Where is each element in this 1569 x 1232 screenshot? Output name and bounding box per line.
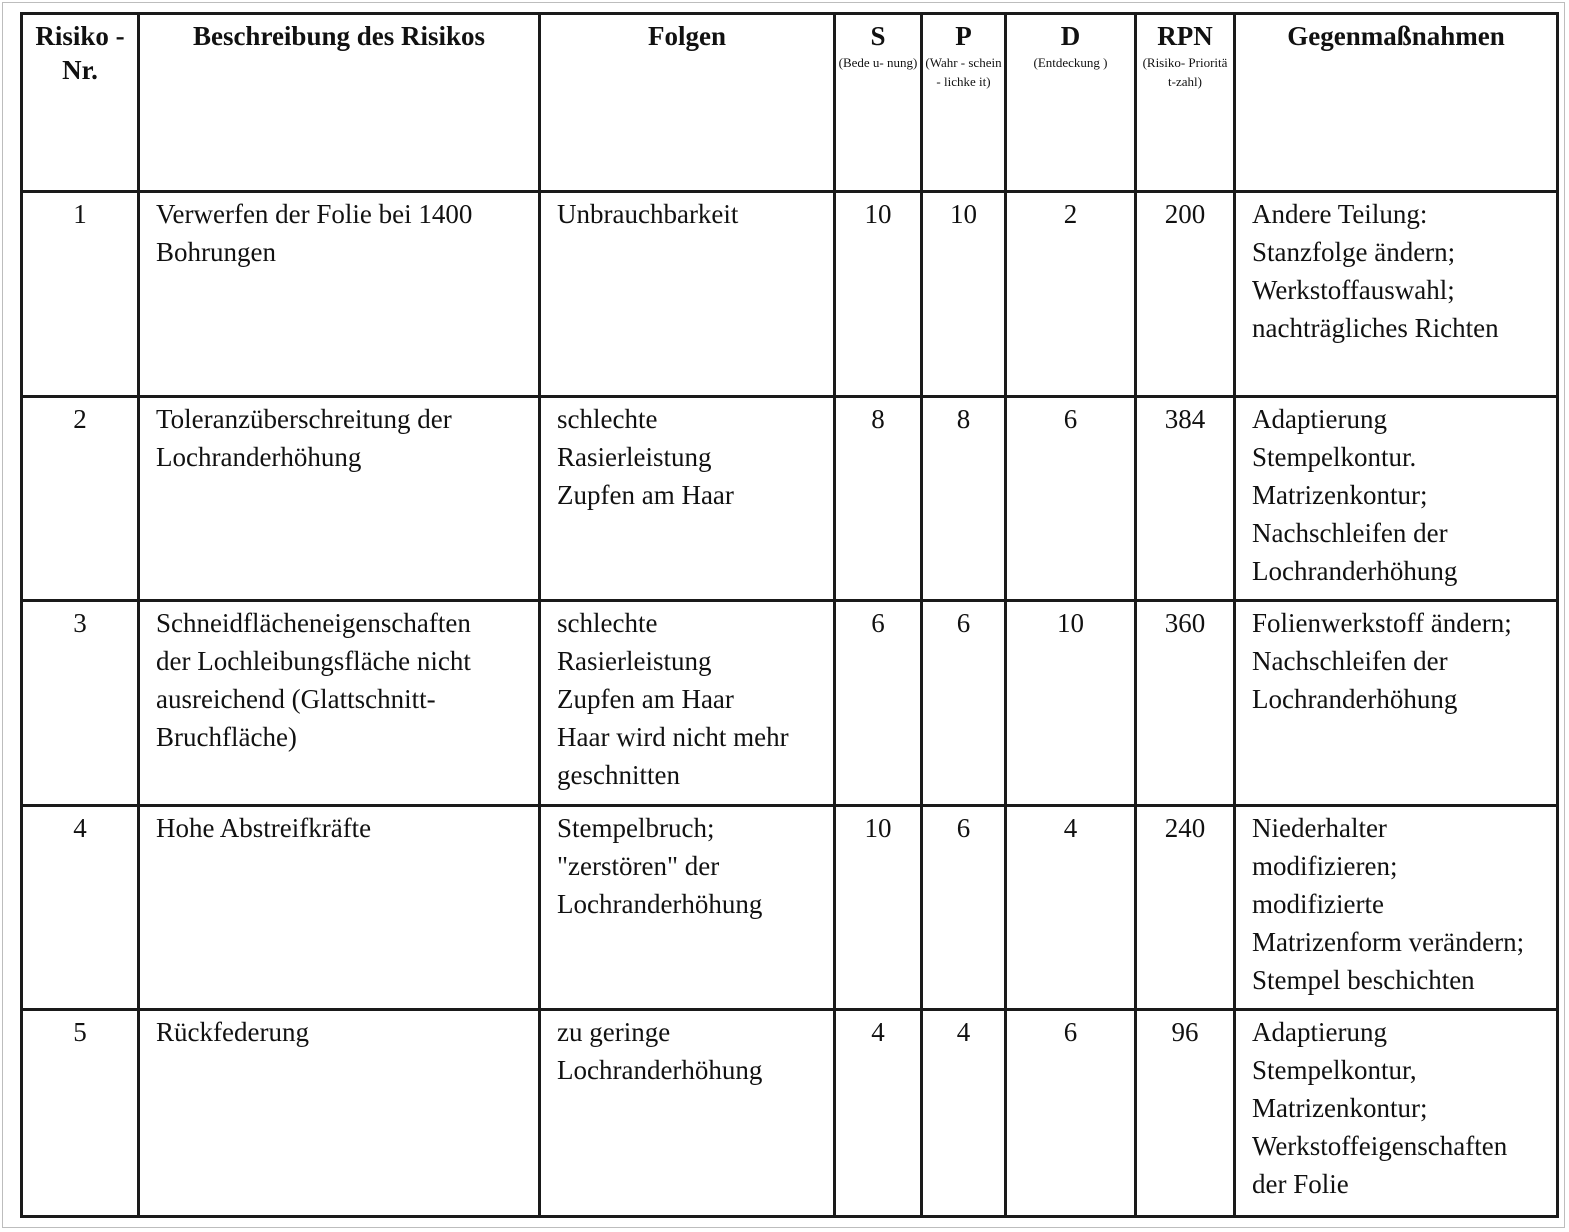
cell-folgen: schlechte Rasierleistung Zupfen am Haar (540, 396, 835, 601)
cell-s: 10 (835, 192, 922, 397)
table-row (22, 1010, 1558, 1217)
cell-nr: 3 (22, 601, 139, 806)
table-row (22, 805, 1558, 1010)
fmea-risk-table (20, 12, 1559, 1218)
cell-nr: 5 (22, 1010, 139, 1217)
header-gegenmassnahmen: Gegenmaßnahmen (1235, 14, 1558, 192)
header-row (22, 14, 1558, 192)
header-beschreibung: Beschreibung des Risikos (139, 14, 540, 192)
cell-nr: 2 (22, 396, 139, 601)
header-p-label: P (955, 21, 972, 51)
header-s-label: S (870, 21, 886, 51)
cell-nr: 1 (22, 192, 139, 397)
cell-beschreibung: Hohe Abstreifkräfte (139, 805, 540, 1010)
cell-p: 4 (922, 1010, 1006, 1217)
table-row (22, 192, 1558, 397)
cell-d: 6 (1006, 1010, 1136, 1217)
header-rpn (1136, 14, 1235, 192)
header-d-sub: (Entdeckung ) (1033, 55, 1108, 70)
header-s-sub: (Bede u- nung) (838, 55, 918, 70)
cell-folgen: Stempelbruch; "zerstören" der Lochranderhöhung (540, 805, 835, 1010)
cell-rpn: 384 (1136, 396, 1235, 601)
cell-beschreibung: Verwerfen der Folie bei 1400 Bohrungen (139, 192, 540, 397)
cell-gegenmassnahmen: Adaptierung Stempelkontur, Matrizenkontur; Werkstoffeigenschaften der Folie (1235, 1010, 1558, 1217)
cell-s: 6 (835, 601, 922, 806)
cell-d: 10 (1006, 601, 1136, 806)
cell-s: 10 (835, 805, 922, 1010)
cell-rpn: 360 (1136, 601, 1235, 806)
cell-s: 8 (835, 396, 922, 601)
header-folgen: Folgen (540, 14, 835, 192)
cell-folgen: Unbrauchbarkeit (540, 192, 835, 397)
table-row (22, 396, 1558, 601)
cell-gegenmassnahmen: Niederhalter modifizieren; modifizierte Matrizenform verändern; Stempel beschichten (1235, 805, 1558, 1010)
cell-p: 10 (922, 192, 1006, 397)
cell-rpn: 200 (1136, 192, 1235, 397)
header-rpn-label: RPN (1157, 21, 1213, 51)
cell-folgen: schlechte Rasierleistung Zupfen am Haar Haar wird nicht mehr geschnitten (540, 601, 835, 806)
header-s (835, 14, 922, 192)
cell-p: 6 (922, 805, 1006, 1010)
cell-d: 4 (1006, 805, 1136, 1010)
header-d-label: D (1060, 21, 1081, 51)
cell-s: 4 (835, 1010, 922, 1217)
cell-rpn: 96 (1136, 1010, 1235, 1217)
cell-nr: 4 (22, 805, 139, 1010)
cell-gegenmassnahmen: Adaptierung Stempelkontur. Matrizenkontur; Nachschleifen der Lochranderhöhung (1235, 396, 1558, 601)
cell-rpn: 240 (1136, 805, 1235, 1010)
table-row (22, 601, 1558, 806)
cell-folgen: zu geringe Lochranderhöhung (540, 1010, 835, 1217)
cell-p: 6 (922, 601, 1006, 806)
cell-gegenmassnahmen: Folienwerkstoff ändern; Nachschleifen der Lochranderhöhung (1235, 601, 1558, 806)
cell-d: 2 (1006, 192, 1136, 397)
cell-p: 8 (922, 396, 1006, 601)
cell-beschreibung: Toleranzüberschreitung der Lochranderhöhung (139, 396, 540, 601)
cell-d: 6 (1006, 396, 1136, 601)
header-risiko-nr: Risiko -Nr. (22, 14, 139, 192)
cell-gegenmassnahmen: Andere Teilung: Stanzfolge ändern; Werkstoffauswahl; nachträgliches Richten (1235, 192, 1558, 397)
header-d (1006, 14, 1136, 192)
header-rpn-sub: (Risiko- Prioritä t-zahl) (1142, 55, 1228, 89)
header-p-sub: (Wahr - schein - lichke it) (925, 55, 1002, 89)
cell-beschreibung: Schneidflächeneigenschaften der Lochleibungsfläche nicht ausreichend (Glattschnitt- Bruchfläche) (139, 601, 540, 806)
cell-beschreibung: Rückfederung (139, 1010, 540, 1217)
header-p (922, 14, 1006, 192)
